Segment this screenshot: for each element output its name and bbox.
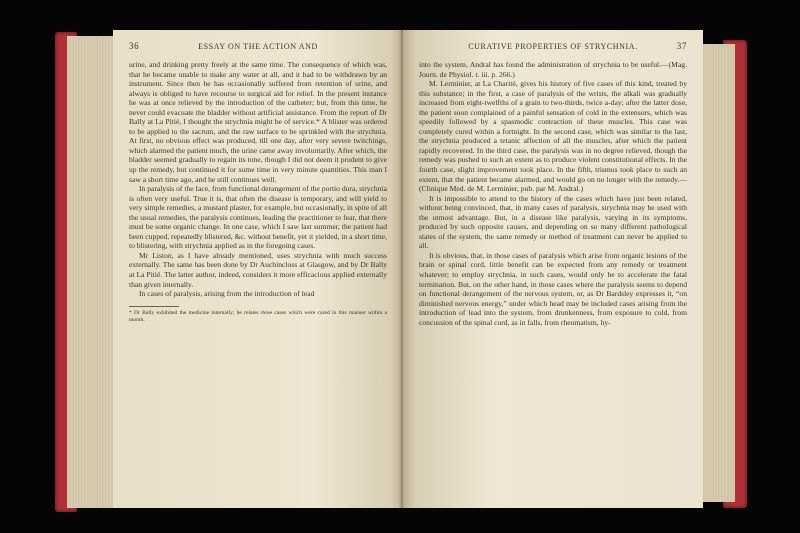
left-paragraph-3: Mr Liston, as I have already mentioned, uses strychnia with much success externally. The same has been done by Dr Auchincloss at Glasgow, and by Dr Bally at La Pitié. The latter author, indeed, considers it more efficacious applied externally than given internally. [129, 250, 387, 289]
right-running-title: CURATIVE PROPERTIES OF STRYCHNIA. [468, 42, 638, 51]
open-book [55, 22, 747, 518]
left-page [113, 30, 403, 508]
left-paragraph-2: In paralysis of the face, from functional derangement of the portio dura, strychnia is often very useful. True it is, that often the disease is temporary, and will yield to very simple remedies, a mustard plaster, for example, but occasionally, in spite of all the usual remedies, the paralysis continues, leading the practitioner to fear, that there must be some organic change. In one case, which I saw last summer, the patient had been cupped, repeatedly blistered, &c. without benefit, yet it yielded, in a short time, to blistering, with strychnia applied as in the foregoing cases. [129, 184, 387, 251]
right-paragraph-1: into the system, Andral has found the administration of strychnia to be useful.—(Mag. Journ. de Physiol. t. iii. p. 266.) [419, 60, 687, 79]
right-body-text [419, 60, 687, 327]
left-paragraph-4: In cases of paralysis, arising from the introduction of lead [139, 289, 315, 299]
left-page-number: 36 [129, 41, 140, 51]
left-running-head [129, 42, 387, 56]
right-running-head [419, 42, 687, 56]
left-footnote: * Dr Bally exhibited the medicine internally; he relates three cases which were cured in this manner within a month. [129, 309, 387, 323]
right-paragraph-4: It is obvious, that, in those cases of paralysis which arise from organic lesions of the brain or spinal cord, little benefit can be expected from any remedy or treatment whatever; to employ strychnia, in such cases, would only be to accelerate the fatal termination. But, on the other hand, in those cases where the paralysis seems to depend on functional derangement of the nervous system, or, as Dr Bardsley expresses it, “on diminished nervous energy,” under which head may be included cases arising from the introduction of lead into the system, from drunkenness, from exposure to cold, from concussion of the spinal cord, as in falls, from rheumatism, hy- [419, 250, 687, 327]
footnote-rule [129, 306, 179, 307]
right-page-number: 37 [676, 41, 687, 51]
page-edges-left [67, 36, 115, 508]
left-paragraph-1: urine, and drinking pretty freely at the same time. The consequence of which was, that he became unable to make any water at all, and it had to be withdrawn by an instrument. Since then he has occasionally suffered from retention of urine, and always is obliged to have recourse to surgical aid for relief. In the present instance he was at once relieved by the introduction of the catheter; but, from this time, he never could evacuate the bladder without artificial assistance. From the report of Dr Bally at La Pitié, I thought the strychnia might be of service.* A blister was ordered to be applied to the sacrum, and the raw surface to be sprinkled with the strychnia. At first, no obvious effect was produced, till one day, after very severe twitchings, which alarmed the patient much, the urine came away involuntarily. After which, the bladder seemed gradually to regain its tone, though I did not deem it prudent to give up the remedy, but continued it for some time in very minute quantities. This man I saw a short time ago, and he still continues well. [129, 60, 387, 184]
left-running-title: ESSAY ON THE ACTION AND [198, 42, 318, 51]
left-body-text [129, 60, 387, 299]
right-paragraph-2: M. Lerminier, at La Charité, gives his history of five cases of this kind, treated by this substance; in the first, a case of paralysis of the wrists, the alkali was gradually increased from eight-twelfths of a grain to two-thirds, twice a-day; after the latter dose, the patient soon complained of a painful sensation of cold in the extensors, which was speedily followed by a spasmodic contraction of these muscles. This case was completely cured within a fortnight. In the second case, which was similar to the last, the strychnia produced a tetanic affection of all the muscles, after which the patient rapidly recovered. In the third case, the paralysis was in no degree relieved, though the remedy was pushed to such an extent as to produce violent constitutional effects. In the fourth case, slight improvement took place. In the fifth, trismus took place to such an extent, that the patient became alarmed, and would go on no longer with the remedy.—(Clinique Med. de M. Lerminier, pub. par M. Andral.) [419, 79, 687, 194]
right-page [403, 30, 703, 508]
right-paragraph-3: It is impossible to attend to the history of the cases which have just been related, without being convinced, that, in many cases of paralysis, strychnia may be used with the utmost advantage. But, in a disease like paralysis, varying in its symptoms, produced by such opposite causes, and depending on so many different pathological states of the system, the same remedy or method of treatment can never be applied to all. [419, 193, 687, 251]
page-edges-right [701, 44, 735, 502]
